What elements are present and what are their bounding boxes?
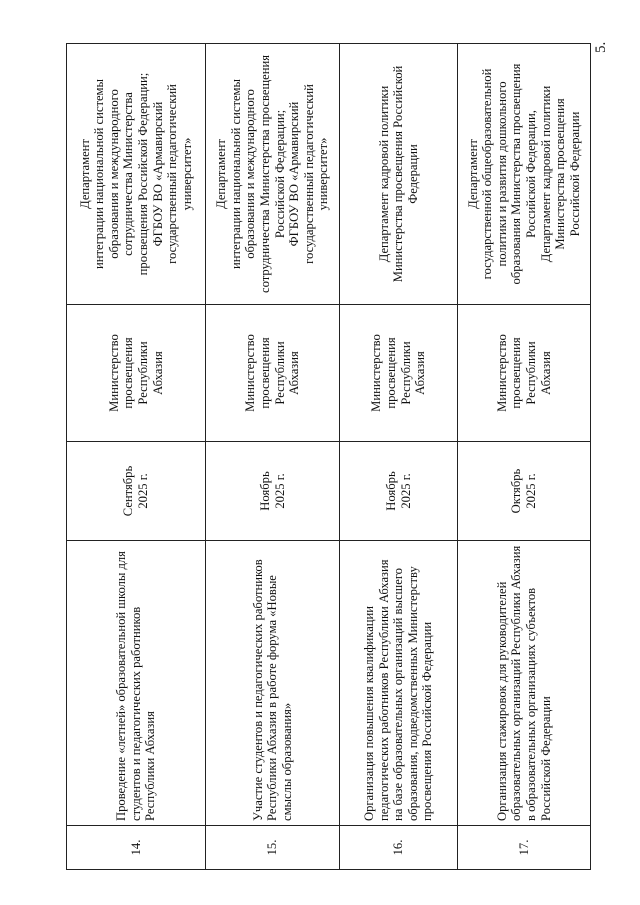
responsible-text: Департамент интеграции национальной системы образования и международного сотрудничества Министерства просвещения Российской Федерации; ФГБОУ ВО «Армавирский государственный педагогический университет»: [214, 55, 331, 294]
table-row: [458, 44, 591, 870]
table-row: [67, 44, 206, 870]
organizer: [458, 305, 591, 442]
row-number: 16.: [340, 826, 458, 870]
organizer: [67, 305, 206, 442]
responsible-text: Департамент кадровой политики Министерства просвещения Российской Федерации: [376, 65, 420, 283]
event-text: Проведение «летней» образовательной школы для студентов и педагогических работников Республики Абхазия: [114, 551, 158, 821]
event-description: [206, 541, 340, 826]
organizer: [206, 305, 340, 442]
responsible: [340, 44, 458, 305]
row-number: 15.: [206, 826, 340, 870]
organizer-text: Министерство просвещения Республики Абхазия: [494, 334, 553, 412]
events-table: [66, 43, 591, 870]
date-text: Сентябрь 2025 г.: [121, 465, 150, 517]
event-description: [340, 541, 458, 826]
responsible-text: Департамент интеграции национальной системы образования и международного сотрудничества Министерства просвещения Российской Федерации; ФГБОУ ВО «Армавирский государственный педагогический университет»: [77, 72, 194, 276]
table-row: [340, 44, 458, 870]
responsible: [67, 44, 206, 305]
event-text: Организация повышения квалификации педагогических работников Республики Абхазия на базе образовательных организаций высшего образования, подведомственных Министерству просвещения Российской Федерации: [362, 559, 435, 821]
responsible: [458, 44, 591, 305]
organizer-text: Министерство просвещения Республики Абхазия: [243, 334, 302, 412]
event-text: Участие студентов и педагогических работников Республики Абхазия в работе форума «Новые смыслы образования»: [250, 559, 294, 821]
event-description: [458, 541, 591, 826]
date-text: Ноябрь 2025 г.: [257, 471, 287, 511]
event-date: [340, 442, 458, 541]
event-description: [67, 541, 206, 826]
responsible: [206, 44, 340, 305]
event-date: [67, 442, 206, 541]
responsible-text: Департамент государственной общеобразовательной политики и развития дошкольного образования Министерства просвещения Российской Федерации, Департамент кадровой политики Министерства просвещения Российской Федерации: [465, 63, 582, 285]
date-text: Ноябрь 2025 г.: [383, 471, 413, 511]
date-text: Октябрь 2025 г.: [509, 468, 538, 514]
page-number: 5.: [593, 41, 609, 53]
organizer: [340, 305, 458, 442]
row-number: 14.: [67, 826, 206, 870]
event-date: [458, 442, 591, 541]
event-date: [206, 442, 340, 541]
organizer-text: Министерство просвещения Республики Абхазия: [369, 334, 428, 412]
organizer-text: Министерство просвещения Республики Абхазия: [106, 334, 165, 412]
table-row: [206, 44, 340, 870]
row-number: 17.: [458, 826, 591, 870]
event-text: Организация стажировок для руководителей образовательных организаций Республики Абхазия в образовательных организациях субъектов Российской Федерации: [494, 545, 553, 821]
